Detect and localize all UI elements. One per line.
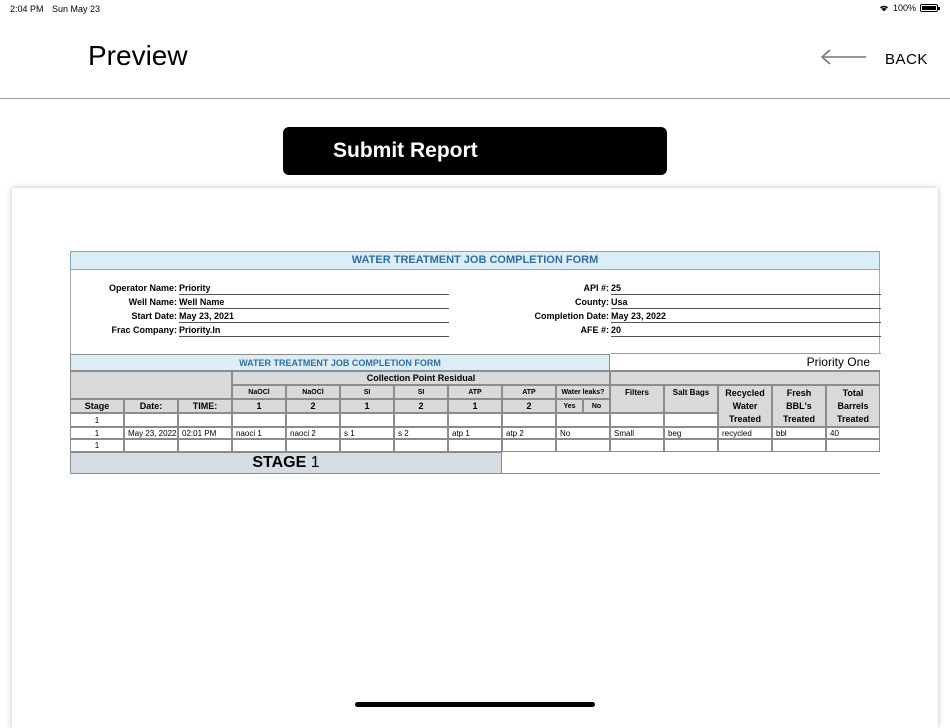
water-leaks-cell: No — [556, 427, 610, 439]
table-cell — [772, 439, 826, 452]
home-indicator[interactable] — [355, 702, 595, 707]
date-cell — [124, 439, 178, 452]
table-cell — [232, 413, 286, 427]
time-cell: 02:01 PM — [178, 427, 232, 439]
submit-report-button[interactable]: Submit Report — [283, 127, 667, 175]
fresh-bbl-header: Fresh BBL's Treated — [772, 385, 826, 427]
wifi-icon — [879, 4, 889, 12]
atp-1-label: ATP — [448, 385, 502, 399]
naoci-1-number: 1 — [232, 399, 286, 413]
status-date: Sun May 23 — [52, 4, 101, 14]
table-cell — [826, 439, 880, 452]
naoci-1-label: NaOCl — [232, 385, 286, 399]
date-cell — [124, 413, 178, 427]
table-cell — [664, 413, 718, 427]
time-header: TIME: — [178, 399, 232, 413]
completion-date-label: Completion Date: — [534, 311, 609, 321]
job-completion-form — [70, 251, 880, 474]
well-name-label: Well Name: — [128, 297, 177, 307]
county-label: County: — [575, 297, 609, 307]
frac-company-value: Priority.In — [179, 325, 449, 337]
naoci-2-label: NaOCl — [286, 385, 340, 399]
atp-2-number: 2 — [502, 399, 556, 413]
water-leaks-no: No — [583, 399, 610, 413]
naoci-2-cell: naoci 2 — [286, 427, 340, 439]
frac-company-label: Frac Company: — [111, 325, 177, 335]
recycled-cell: recycled — [718, 427, 772, 439]
total-barrels-header: Total Barrels Treated — [826, 385, 880, 427]
atp-2-label: ATP — [502, 385, 556, 399]
stage-cell: 1 — [70, 413, 124, 427]
filters-header: Filters — [610, 385, 664, 413]
water-leaks-header: Water leaks? — [556, 385, 610, 399]
section-title: WATER TREATMENT JOB COMPLETION FORM — [70, 354, 610, 371]
form-title: WATER TREATMENT JOB COMPLETION FORM — [70, 251, 880, 270]
nav-header — [0, 18, 950, 99]
operator-name-label: Operator Name: — [108, 283, 177, 293]
table-cell — [232, 439, 286, 452]
table-cell — [340, 413, 394, 427]
si-1-cell: s 1 — [340, 427, 394, 439]
table-cell — [556, 413, 610, 427]
header-blank-right — [610, 371, 880, 385]
api-label: API #: — [583, 283, 609, 293]
fresh-cell: bbl — [772, 427, 826, 439]
battery-percent: 100% — [892, 3, 916, 13]
status-right — [879, 3, 938, 13]
stage-banner — [70, 452, 502, 474]
table-cell — [718, 439, 772, 452]
header-blank — [70, 371, 232, 399]
time-cell — [178, 413, 232, 427]
date-cell: May 23, 2022 — [124, 427, 178, 439]
naoci-2-number: 2 — [286, 399, 340, 413]
atp-1-cell: atp 1 — [448, 427, 502, 439]
battery-icon — [920, 4, 938, 12]
table-cell — [610, 413, 664, 427]
table-cell — [502, 439, 556, 452]
total-cell: 40 — [826, 427, 880, 439]
si-1-label: SI — [340, 385, 394, 399]
salt-bags-header: Salt Bags — [664, 385, 718, 413]
data-grid — [70, 354, 880, 474]
stage-cell: 1 — [70, 427, 124, 439]
recycled-water-header: Recycled Water Treated — [718, 385, 772, 427]
salt-bags-cell: beg — [664, 427, 718, 439]
collection-header: Collection Point Residual — [232, 371, 610, 385]
well-name-value: Well Name — [179, 297, 449, 309]
status-bar — [0, 0, 950, 18]
si-2-label: SI — [394, 385, 448, 399]
atp-1-number: 1 — [448, 399, 502, 413]
county-value: Usa — [611, 297, 881, 309]
date-header: Date: — [124, 399, 178, 413]
si-2-number: 2 — [394, 399, 448, 413]
naoci-1-cell: naoci 1 — [232, 427, 286, 439]
status-time: 2:04 PM — [10, 4, 44, 14]
time-cell — [178, 439, 232, 452]
back-button[interactable]: BACK — [885, 51, 928, 68]
afe-label: AFE #: — [580, 325, 609, 335]
si-1-number: 1 — [340, 399, 394, 413]
stage-number: 1 — [310, 454, 320, 471]
filters-cell: Small — [610, 427, 664, 439]
atp-2-cell: atp 2 — [502, 427, 556, 439]
page-title: Preview — [88, 40, 188, 71]
start-date-label: Start Date: — [131, 311, 177, 321]
table-cell — [556, 439, 610, 452]
water-leaks-yes: Yes — [556, 399, 583, 413]
stage-header: Stage — [70, 399, 124, 413]
table-cell — [448, 413, 502, 427]
report-preview — [12, 188, 938, 728]
table-cell — [286, 439, 340, 452]
start-date-value: May 23, 2021 — [179, 311, 449, 323]
operator-name-value: Priority — [179, 283, 449, 295]
table-cell — [394, 439, 448, 452]
table-cell — [394, 413, 448, 427]
table-cell — [286, 413, 340, 427]
si-2-cell: s 2 — [394, 427, 448, 439]
company-name: Priority One — [610, 354, 880, 371]
back-arrow-icon[interactable] — [820, 49, 868, 65]
afe-value: 20 — [611, 325, 881, 337]
completion-date-value: May 23, 2022 — [611, 311, 881, 323]
table-cell — [664, 439, 718, 452]
stage-banner-blank — [502, 452, 880, 474]
table-cell — [340, 439, 394, 452]
api-value: 25 — [611, 283, 881, 295]
form-info — [70, 270, 880, 354]
table-cell — [502, 413, 556, 427]
stage-label: STAGE — [252, 454, 307, 471]
table-cell — [610, 439, 664, 452]
table-cell — [448, 439, 502, 452]
stage-cell: 1 — [70, 439, 124, 452]
